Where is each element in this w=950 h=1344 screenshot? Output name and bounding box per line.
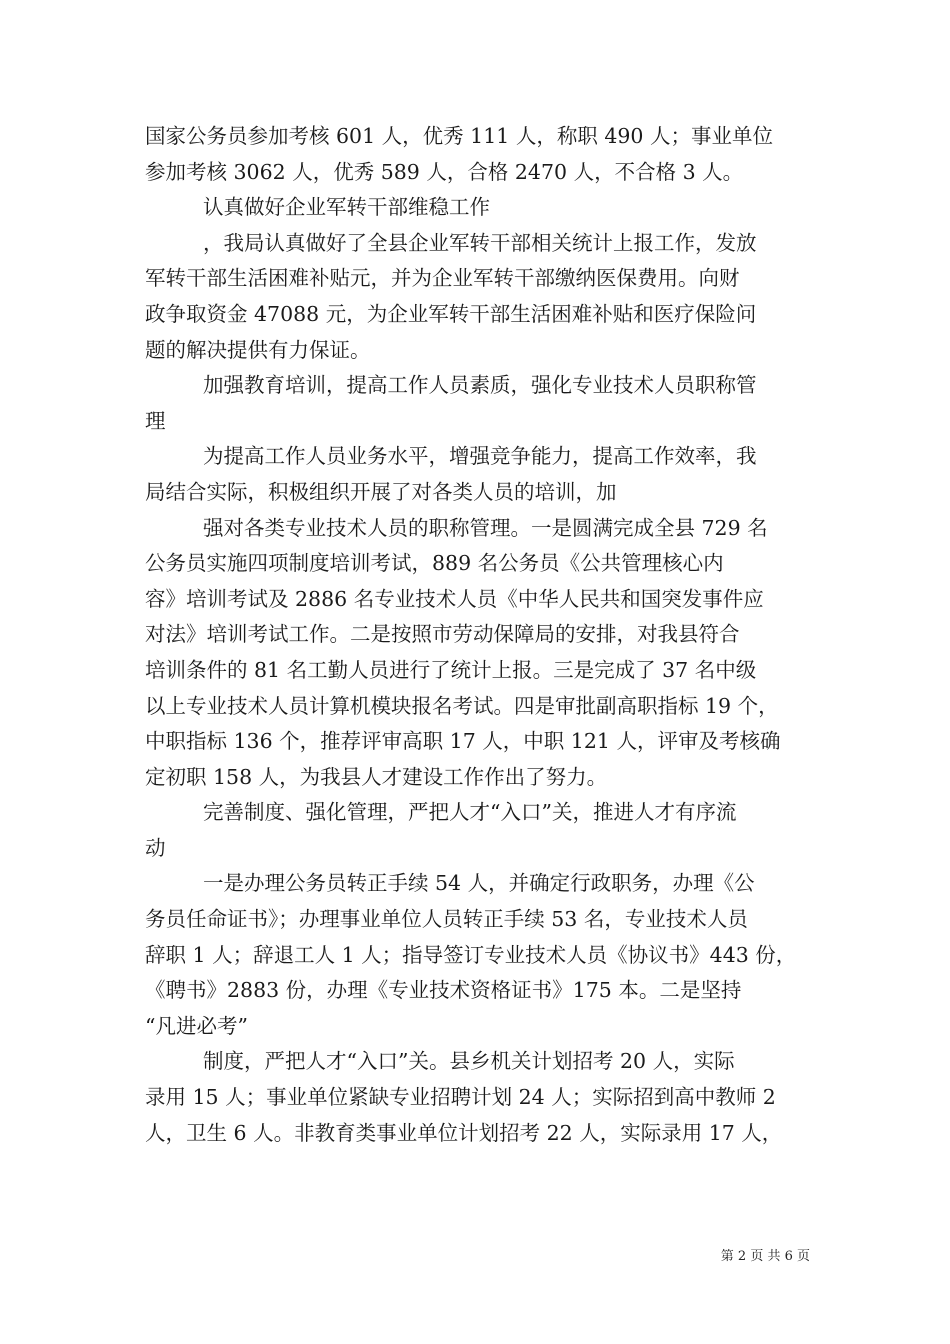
text-line: 以上专业技术人员计算机模块报名考试。四是审批副高职指标 19 个， [145,693,779,718]
text-line: ，我局认真做好了全县企业军转干部相关统计上报工作，发放 [203,230,757,255]
text-line: 人，卫生 6 人。非教育类事业单位计划招考 22 人，实际录用 17 人， [145,1120,783,1145]
text-line: “凡进必考” [145,1013,248,1038]
text-line: 完善制度、强化管理，严把人才“入口”关，推进人才有序流 [203,800,737,825]
text-line: 为提高工作人员业务水平，增强竞争能力，提高工作效率，我 [203,444,757,469]
text-line: 局结合实际，积极组织开展了对各类人员的培训，加 [145,479,617,504]
text-line: 务员任命证书》；办理事业单位人员转正手续 53 名，专业技术人员 [145,907,748,932]
text-line: 中职指标 136 个，推荐评审高职 17 人，中职 121 人，评审及考核确 [145,729,781,754]
text-line: 理 [145,408,166,433]
text-line: 公务员实施四项制度培训考试，889 名公务员《公共管理核心内 [145,551,724,576]
text-line: 国家公务员参加考核 601 人，优秀 111 人，称职 490 人；事业单位 [145,124,773,148]
text-line: 辞职 1 人；辞退工人 1 人；指导签订专业技术人员《协议书》443 份， [145,942,797,967]
text-line: 动 [145,835,166,860]
text-line: 培训条件的 81 名工勤人员进行了统计上报。三是完成了 37 名中级 [145,657,757,682]
text-line: 军转干部生活困难补贴元，并为企业军转干部缴纳医保费用。向财 [145,266,740,291]
text-line: 制度，严把人才“入口”关。县乡机关计划招考 20 人，实际 [203,1049,735,1074]
text-line: 录用 15 人；事业单位紧缺专业招聘计划 24 人；实际招到高中教师 2 [145,1085,776,1110]
text-line: 政争取资金 47088 元，为企业军转干部生活困难补贴和医疗保险问 [145,301,757,326]
text-line: 《聘书》2883 份，办理《专业技术资格证书》175 本。二是坚持 [145,978,742,1003]
document-body [145,119,810,1151]
text-line: 一是办理公务员转正手续 54 人，并确定行政职务，办理《公 [203,871,755,896]
text-line: 强对各类专业技术人员的职称管理。一是圆满完成全县 729 名 [203,515,768,540]
text-line: 认真做好企业军转干部维稳工作 [203,195,490,220]
text-line: 参加考核 3062 人，优秀 589 人，合格 2470 人，不合格 3 人。 [145,159,744,184]
page-number: 第 2 页 共 6 页 [720,1249,810,1264]
text-line: 对法》培训考试工作。二是按照市劳动保障局的安排，对我县符合 [145,622,740,647]
text-line: 定初职 158 人，为我县人才建设工作作出了努力。 [145,764,608,789]
text-line: 加强教育培训，提高工作人员素质，强化专业技术人员职称管 [203,373,757,398]
text-line: 题的解决提供有力保证。 [145,337,371,362]
text-line: 容》培训考试及 2886 名专业技术人员《中华人民共和国突发事件应 [145,586,764,611]
